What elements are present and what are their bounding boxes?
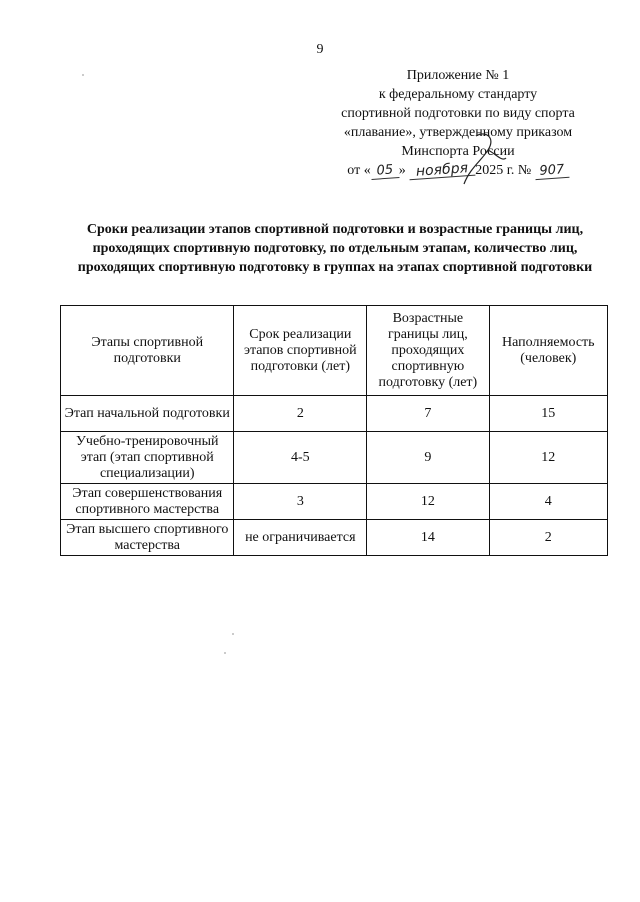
cell-age: 7	[367, 396, 489, 432]
cell-stage: Учебно-тренировочный этап (этап спортивной специализации)	[61, 432, 234, 484]
cell-group-size: 15	[489, 396, 607, 432]
cell-age: 9	[367, 432, 489, 484]
table-row	[61, 396, 608, 432]
cell-duration: 3	[234, 484, 367, 520]
order-day: 05	[370, 163, 399, 180]
cell-age: 14	[367, 520, 489, 556]
cell-age: 12	[367, 484, 489, 520]
cell-duration: 4-5	[234, 432, 367, 484]
appendix-line-3: спортивной подготовки по виду спорта	[341, 106, 575, 121]
order-year: 2025 г. №	[475, 163, 532, 178]
stages-table	[60, 305, 608, 556]
scan-speck	[224, 652, 226, 654]
cell-group-size: 12	[489, 432, 607, 484]
header-duration: Срок реализации этапов спортивной подготовки (лет)	[234, 306, 367, 396]
appendix-line-2: к федеральному стандарту	[378, 87, 538, 102]
appendix-line-1: Приложение № 1	[406, 68, 510, 83]
order-month: ноября	[409, 161, 476, 181]
order-number: 907	[534, 163, 569, 180]
header-age-limits: Возрастные границы лиц, проходящих спортивную подготовку (лет)	[367, 306, 489, 396]
document-title: Сроки реализации этапов спортивной подготовки и возрастные границы лиц, проходящих спортивную подготовку, по отдельным этапам, количество лиц, проходящих спортивную подготовку в группах на этапах спортивной подготовки	[77, 222, 593, 275]
order-prefix: от «	[347, 163, 371, 178]
header-stages: Этапы спортивной подготовки	[61, 306, 234, 396]
appendix-block	[308, 66, 608, 180]
table-header-row	[61, 306, 608, 396]
order-line	[308, 161, 608, 180]
scan-speck	[232, 633, 234, 635]
cell-stage: Этап начальной подготовки	[61, 396, 234, 432]
cell-group-size: 2	[489, 520, 607, 556]
appendix-line-5: Минспорта России	[401, 144, 515, 159]
cell-duration: 2	[234, 396, 367, 432]
page-number: 9	[316, 42, 324, 57]
table-row	[61, 432, 608, 484]
order-mid: »	[398, 163, 406, 178]
cell-stage: Этап высшего спортивного мастерства	[61, 520, 234, 556]
appendix-line-4: «плавание», утвержденному приказом	[343, 125, 573, 140]
cell-group-size: 4	[489, 484, 607, 520]
table-row	[61, 520, 608, 556]
cell-stage: Этап совершенствования спортивного мастерства	[61, 484, 234, 520]
header-group-size: Наполняемость (человек)	[489, 306, 607, 396]
cell-duration: не ограничивается	[234, 520, 367, 556]
scan-speck	[82, 74, 84, 76]
table-row	[61, 484, 608, 520]
